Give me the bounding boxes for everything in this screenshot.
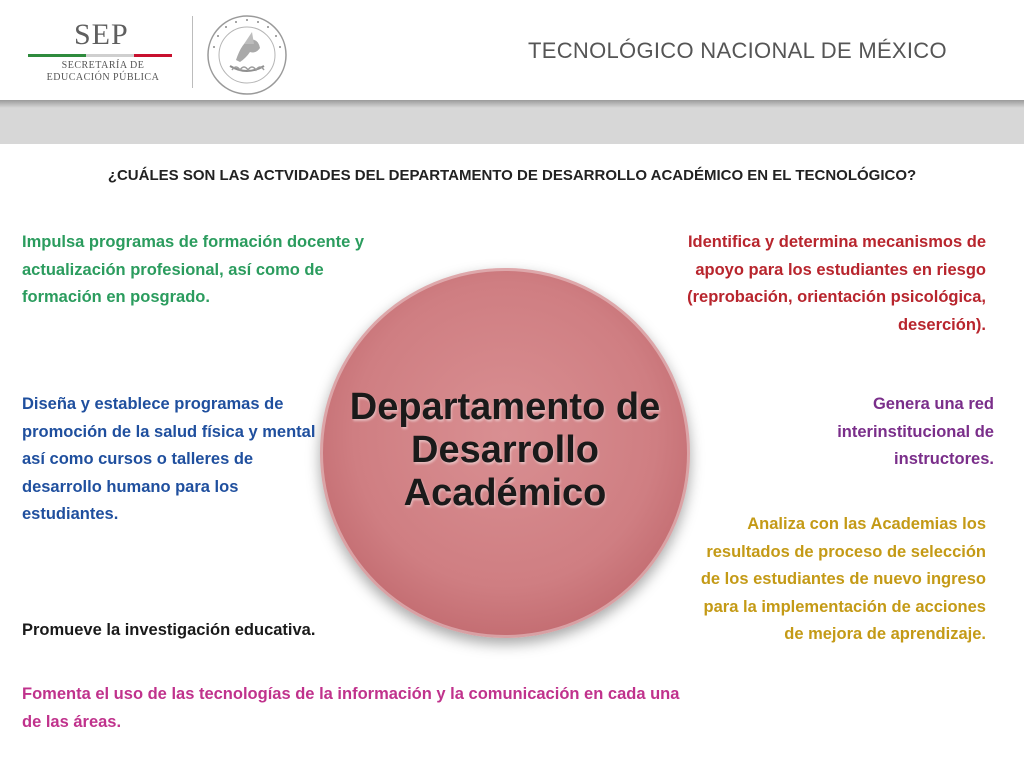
sep-logo-subtitle — [28, 60, 178, 84]
activity-student-support: Identifica y determina mecanismos de apoyo para los estudiantes en riesgo (reprobación, orientación psicológica, deserción). — [687, 233, 986, 334]
sep-logo-gray-line — [86, 54, 134, 57]
sep-logo-word: SEP — [74, 18, 129, 51]
header-divider — [192, 16, 193, 88]
center-title: Departamento de Desarrollo Académico — [349, 386, 661, 514]
activity-health-programs: Diseña y establece programas de promoción de la salud física y mental así como cursos o talleres de desarrollo humano para los estudiantes. — [22, 395, 316, 523]
activity-instructor-network: Genera una red interinstitucional de instructores. — [837, 395, 994, 468]
activity-ict: Fomenta el uso de las tecnologías de la información y la comunicación en cada una de las áreas. — [22, 685, 680, 731]
header-shadow — [0, 100, 1024, 108]
activity-academies-analysis: Analiza con las Academias los resultados de proceso de selección de los estudiantes de nuevo ingreso para la implementación de acciones de mejora de aprendizaje. — [700, 515, 986, 643]
header-gray-band — [0, 108, 1024, 144]
slide-question: ¿CUÁLES SON LAS ACTVIDADES DEL DEPARTAMENTO DE DESARROLLO ACADÉMICO EN EL TECNOLÓGICO? — [107, 167, 917, 184]
sep-logo-line1: SECRETARÍA DE — [61, 60, 145, 71]
sep-logo-green-line — [28, 54, 86, 57]
sep-logo — [28, 18, 178, 88]
activity-training: Impulsa programas de formación docente y actualización profesional, así como de formación en posgrado. — [22, 233, 365, 306]
institution-name: TECNOLÓGICO NACIONAL DE MÉXICO — [528, 38, 947, 63]
sep-logo-line2: EDUCACIÓN PÚBLICA — [46, 72, 160, 83]
sep-logo-red-line — [134, 54, 172, 57]
header — [0, 0, 1024, 104]
national-seal-icon — [206, 14, 288, 96]
activity-research: Promueve la investigación educativa. — [22, 621, 316, 639]
